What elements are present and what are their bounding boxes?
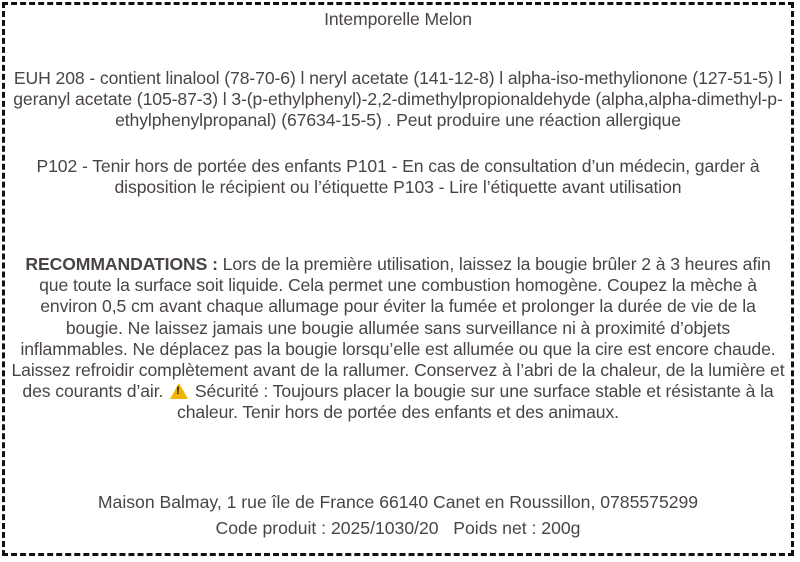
product-title: Intemporelle Melon: [324, 9, 472, 29]
company-address: Maison Balmay, 1 rue île de France 66140 Canet en Roussillon, 0785575299: [97, 491, 699, 512]
euh-hazard-statement: EUH 208 - contient linalool (78-70-6) l neryl acetate (141-12-8) l alpha-iso-methylionone (127-51-5) l geranyl acetate (105-87-3) l 3-(p-ethylphenyl)-2,2-dimethylpropionaldehyde (alpha,alpha-dimethyl-p-ethylphenylpropanal) (67634-15-5) . Peut produire une réaction allergique: [13, 68, 783, 131]
net-weight: Poids net : 200g: [453, 517, 581, 538]
safety-text: Sécurité : Toujours placer la bougie sur une surface stable et résistante à la chaleur. Tenir hors de portée des enfants et des animaux.: [177, 381, 774, 423]
precautionary-statements: P102 - Tenir hors de portée des enfants P101 - En cas de consultation d’un médecin, garder à disposition le récipient ou l’étiquette P103 - Lire l’étiquette avant utilisation: [36, 156, 760, 198]
recommendations-paragraph: [10, 254, 786, 424]
warning-triangle-icon: [170, 383, 188, 399]
recommendations-text: Lors de la première utilisation, laissez la bougie brûler 2 à 3 heures afin que toute la surface soit liquide. Cela permet une combustion homogène. Coupez la mèche à environ 0,5 cm avant chaque allumage pour éviter la fumée et prolonger la durée de vie de la bougie. Ne laissez jamais une bougie allumée sans surveillance ni à proximité d’objets inflammables. Ne déplacez pas la bougie lorsqu’elle est allumée ou que la cire est encore chaude. Laissez refroidir complètement avant de la rallumer. Conservez à l’abri de la chaleur, de la lumière et des courants d’air.: [11, 254, 785, 402]
product-code: Code produit : 2025/1030/20: [215, 517, 439, 538]
recommendations-heading: RECOMMANDATIONS :: [25, 254, 218, 274]
product-code-and-weight: [10, 517, 786, 539]
